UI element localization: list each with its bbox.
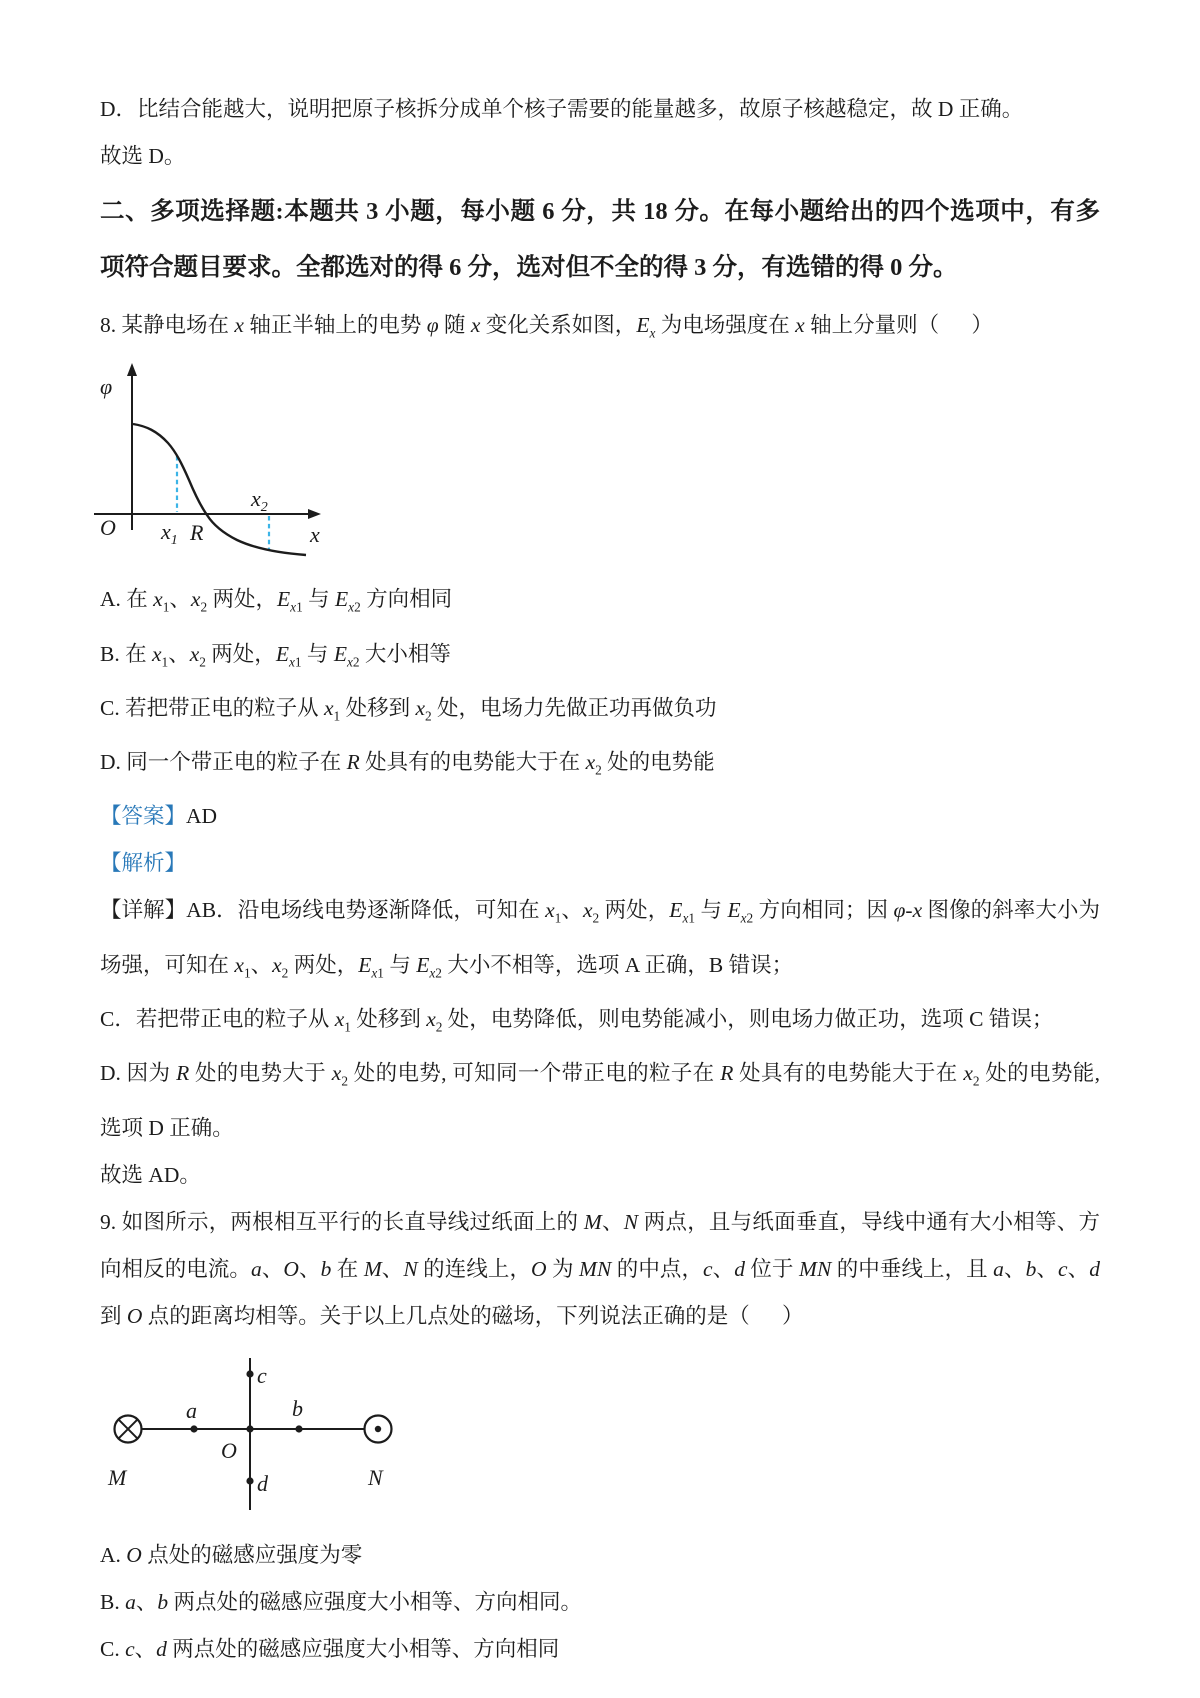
x-axis-label: x (310, 522, 320, 548)
point-d-dot (246, 1477, 253, 1484)
point-o-label: O (221, 1437, 237, 1463)
point-b-label: b (292, 1395, 303, 1421)
point-b-dot (295, 1425, 302, 1432)
point-c-label: c (257, 1362, 267, 1388)
q8-detail-d: D. 因为 R 处的电势大于 $x_2$ 处的电势, 可知同一个带正电的粒子在 R 处具有的电势能大于在 $x_2$ 处的电势能, 选项 D 正确。 (100, 1061, 1100, 1140)
x1-tick-label: $x_1$ (161, 519, 178, 549)
q8-option-d: D. 同一个带正电的粒子在 R 处具有的电势能大于在 $x_2$ 处的电势能 (100, 750, 715, 778)
answer-marker: 【答案】 (100, 804, 187, 829)
q8-option-c: C. 若把带正电的粒子从 $x_1$ 处移到 $x_2$ 处，电场力先做正功再做负功 (100, 695, 717, 724)
q9-wires-diagram (100, 1352, 1100, 1520)
analysis-marker: 【解析】 (100, 851, 187, 876)
q9-stem: 9. 如图所示，两根相互平行的长直导线过纸面上的 M、N 两点，且与纸面垂直，导线中通有大小相等、方向相反的电流。a、O、b 在 M、N 的连线上，O 为 MN 的中点，c、d 位于 MN 的中垂线上，且 a、b、c、d 到 O 点的距离均相等。关于以上几点处的磁场，下列说法正确的是（ ） (100, 1209, 1100, 1328)
q8-option-a: A. 在 $x_1$、$x_2$ 两处，$E_{x1}$ 与 $E_{x2}$ 方向相同 (100, 587, 453, 615)
prev-conclusion: 故选 D。 (100, 144, 186, 168)
point-o-dot (246, 1425, 253, 1432)
q8-stem: 8. 某静电场在 x 轴正半轴上的电势 φ 随 x 变化关系如图，$E_x$ 为电场强度在 x 轴上分量则（ ） (100, 313, 993, 341)
wire-m-label: M (108, 1464, 127, 1490)
current-into-page-icon (115, 1415, 142, 1442)
y-axis-arrow-icon (127, 363, 137, 376)
q8-conclusion: 故选 AD。 (100, 1162, 201, 1187)
point-a-dot (190, 1425, 197, 1432)
magnetic-field-diagram (100, 1352, 420, 1520)
r-tick-label: R (190, 520, 204, 546)
phi-x-line-chart (94, 362, 339, 566)
point-c-dot (246, 1370, 253, 1377)
q9-option-b: B. a、b 两点处的磁感应强度大小相等、方向相同。 (100, 1589, 582, 1614)
point-d-label: d (257, 1470, 268, 1496)
x2-tick-label: $x_2$ (251, 486, 268, 516)
y-axis-label: φ (100, 374, 113, 400)
answer-value: AD (186, 804, 218, 829)
q8-detail-ab: 【详解】AB．沿电场线电势逐渐降低，可知在 $x_1$、$x_2$ 两处，$E_{x1}$ 与 $E_{x2}$ 方向相同；因 φ-x 图像的斜率大小为场强，可知在 $x_1$、$x_2$ 两处，$E_{x1}$ 与 $E_{x2}$ 大小不相等，选项 A 正确，B 错误； (100, 898, 1100, 981)
q8-detail-c: C．若把带正电的粒子从 $x_1$ 处移到 $x_2$ 处，电势降低，则电势能减小，则电场力做正功，选项 C 错误； (100, 1007, 1054, 1035)
current-out-of-page-icon (365, 1415, 392, 1442)
q8-analysis-line (100, 840, 1100, 887)
prev-option-d-text: D．比结合能越大，说明把原子核拆分成单个核子需要的能量越多，故原子核越稳定，故 D 正确。 (100, 97, 1024, 121)
point-a-label: a (186, 1397, 197, 1423)
q8-answer-line (100, 793, 1100, 840)
q9-option-a: A. O 点处的磁感应强度为零 (100, 1542, 363, 1567)
origin-label: O (100, 515, 116, 541)
section-heading: 二、多项选择题:本题共 3 小题，每小题 6 分，共 18 分。在每小题给出的四个选项中，有多项符合题目要求。全都选对的得 6 分，选对但不全的得 3 分，有选错的得 0 分。 (100, 198, 1100, 281)
q8-option-b: B. 在 $x_1$、$x_2$ 两处，$E_{x1}$ 与 $E_{x2}$ 大小相等 (100, 641, 451, 669)
phi-curve (133, 424, 306, 555)
x-axis-arrow-icon (308, 509, 321, 519)
q9-option-c: C. c、d 两点处的磁感应强度大小相等、方向相同 (100, 1636, 560, 1661)
q8-potential-graph (94, 362, 1100, 566)
wire-n-label: N (368, 1464, 383, 1490)
